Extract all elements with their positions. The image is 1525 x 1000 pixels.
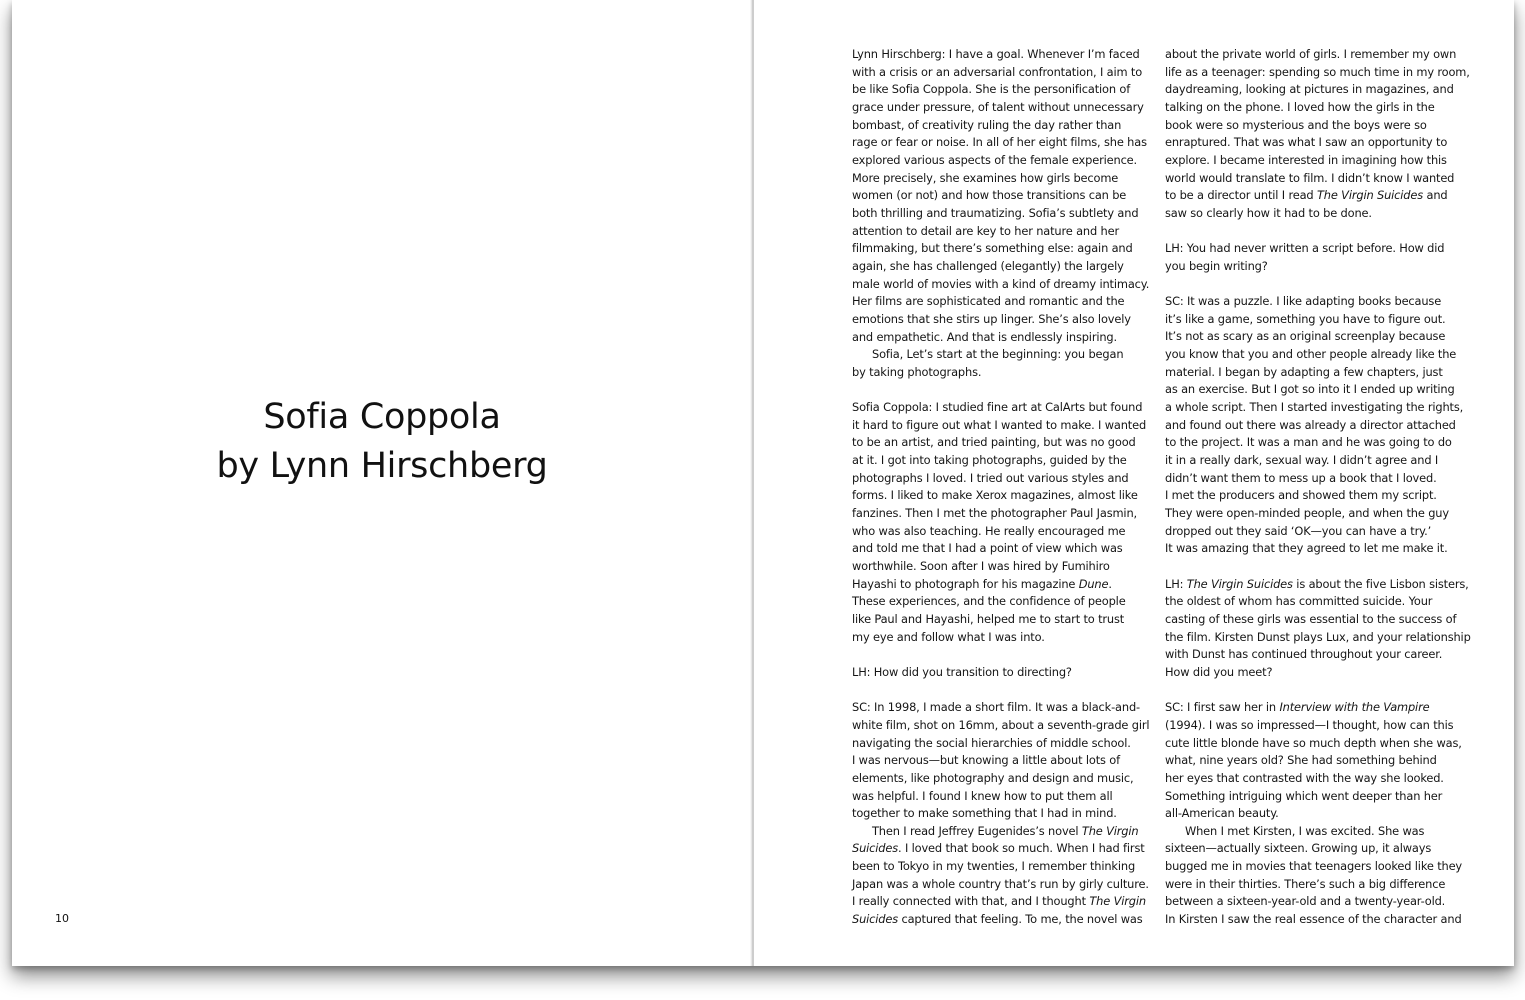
- text-column-right: [1165, 46, 1470, 929]
- novel-title: The Virgin: [1081, 823, 1139, 838]
- text-run: Then I read Jeffrey Eugenides’s novel: [872, 823, 1082, 838]
- title-line-byline: by Lynn Hirschberg: [216, 446, 548, 486]
- text-line: elements, like photography and design and music,: [852, 770, 1134, 785]
- text-line: between a sixteen-year-old and a twenty-year-old.: [1165, 894, 1446, 909]
- text-line: it in a really dark, sexual way. I didn’t agree and I: [1165, 453, 1439, 468]
- text-line: what, nine years old? She had something behind: [1165, 753, 1437, 768]
- text-column-left: [852, 46, 1152, 929]
- text-line: More precisely, she examines how girls become: [852, 170, 1119, 185]
- text-line: explored various aspects of the female experience.: [852, 152, 1138, 167]
- text-line: It was amazing that they agreed to let me make it.: [1165, 541, 1448, 556]
- page-number: 10: [55, 912, 69, 925]
- novel-title: Suicides: [852, 912, 899, 927]
- text-line: and empathetic. And that is endlessly inspiring.: [852, 329, 1117, 344]
- text-line: sixteen—actually sixteen. Growing up, it always: [1165, 841, 1432, 856]
- text-line: LH: You had never written a script before. How did: [1165, 241, 1445, 256]
- article-title: [12, 393, 752, 491]
- text-line: enraptured. That was what I saw an opportunity to: [1165, 135, 1448, 150]
- text-run: is about the five Lisbon sisters,: [1292, 576, 1469, 591]
- text-line: filmmaking, but there’s something else: again and: [852, 241, 1133, 256]
- text-line: I met the producers and showed them my script.: [1165, 488, 1437, 503]
- text-line: [1165, 576, 1470, 594]
- novel-title: The Virgin Suicides: [1186, 576, 1293, 591]
- text-line: explore. I became interested in imagining how this: [1165, 152, 1447, 167]
- text-line: photographs I loved. I tried out various styles and: [852, 470, 1129, 485]
- text-line: by taking photographs.: [852, 364, 982, 379]
- novel-title: The Virgin Suicides: [1316, 188, 1424, 203]
- text-line: been to Tokyo in my twenties, I remember thinking: [852, 859, 1136, 874]
- paragraph-question-directing: [852, 664, 1152, 682]
- text-line: with Dunst has continued throughout your career.: [1165, 647, 1443, 662]
- text-line: They were open-minded people, and when the guy: [1165, 506, 1449, 521]
- text-line: Japan was a whole country that’s run by girly culture.: [852, 876, 1149, 891]
- text-line: to the project. It was a man and he was going to do: [1165, 435, 1452, 450]
- text-line: were in their thirties. There’s such a big difference: [1165, 876, 1446, 891]
- text-run: to be a director until I read: [1165, 188, 1317, 203]
- text-line: forms. I liked to make Xerox magazines, almost like: [852, 488, 1138, 503]
- paragraph-private-world: [1165, 46, 1470, 223]
- text-line: (1994). I was so impressed—I thought, how can this: [1165, 717, 1454, 732]
- text-line: grace under pressure, of talent without unnecessary: [852, 99, 1144, 114]
- text-run: SC: I first saw her in: [1165, 700, 1280, 715]
- text-line: women (or not) and how those transitions can be: [852, 188, 1127, 203]
- right-page: [754, 0, 1514, 966]
- text-line: SC: In 1998, I made a short film. It was a black-and-: [852, 700, 1140, 715]
- text-line: you begin writing?: [1165, 258, 1268, 273]
- text-line: as an exercise. But I got so into it I ended up writing: [1165, 382, 1455, 397]
- text-line: bombast, of creativity ruling the day rather than: [852, 117, 1122, 132]
- text-line: who was also teaching. He really encouraged me: [852, 523, 1126, 538]
- text-line: with a crisis or an adversarial confrontation, I aim to: [852, 64, 1143, 79]
- book-spread: [12, 0, 1514, 966]
- text-line: navigating the social hierarchies of middle school.: [852, 735, 1131, 750]
- text-line: white film, shot on 16mm, about a seventh-grade girl: [852, 717, 1150, 732]
- left-page: [12, 0, 752, 966]
- text-line: Sofia Coppola: I studied fine art at CalArts but found: [852, 400, 1143, 415]
- text-line: talking on the phone. I loved how the girls in the: [1165, 99, 1435, 114]
- text-line: Lynn Hirschberg: I have a goal. Whenever I’m faced: [852, 47, 1140, 61]
- text-line: all-American beauty.: [1165, 806, 1279, 821]
- text-run: and: [1423, 188, 1448, 203]
- paragraph-intro: [852, 46, 1152, 381]
- paragraph-answer-kirsten: [1165, 699, 1470, 929]
- text-line: world would translate to film. I didn’t know I wanted: [1165, 170, 1455, 185]
- text-run: captured that feeling. To me, the novel was: [898, 912, 1143, 927]
- text-line: When I met Kirsten, I was excited. She was: [1185, 823, 1425, 838]
- text-line: the film. Kirsten Dunst plays Lux, and your relationship: [1165, 629, 1471, 644]
- text-line: daydreaming, looking at pictures in magazines, and: [1165, 82, 1454, 97]
- text-line: my eye and follow what I was into.: [852, 629, 1045, 644]
- text-line: emotions that she stirs up linger. She’s also lovely: [852, 311, 1131, 326]
- text-line: material. I began by adapting a few chapters, just: [1165, 364, 1443, 379]
- text-line: again, she has challenged (elegantly) the largely: [852, 258, 1124, 273]
- text-run: .: [1108, 576, 1112, 591]
- paragraph-answer-photography: [852, 399, 1152, 646]
- text-line: male world of movies with a kind of dreamy intimacy.: [852, 276, 1150, 291]
- text-line: like Paul and Hayashi, helped me to start to trust: [852, 611, 1125, 626]
- text-run: LH:: [1165, 576, 1187, 591]
- text-line: [852, 576, 1152, 594]
- novel-title: Suicides: [852, 841, 899, 856]
- text-line: [1165, 699, 1470, 717]
- text-line: [852, 911, 1152, 929]
- text-line: casting of these girls was essential to the success of: [1165, 611, 1457, 626]
- text-line: book were so mysterious and the boys were so: [1165, 117, 1427, 132]
- film-title: Interview with the Vampire: [1279, 700, 1430, 715]
- text-line: In Kirsten I saw the real essence of the character and: [1165, 912, 1462, 927]
- text-run: Hayashi to photograph for his magazine: [852, 576, 1079, 591]
- text-line: at it. I got into taking photographs, guided by the: [852, 453, 1127, 468]
- text-line: didn’t want them to mess up a book that I loved.: [1165, 470, 1437, 485]
- text-line: and told me that I had a point of view which was: [852, 541, 1123, 556]
- text-line: about the private world of girls. I remember my own: [1165, 47, 1457, 61]
- paragraph-question-casting: [1165, 576, 1470, 682]
- text-line: her eyes that contrasted with the way she looked.: [1165, 770, 1444, 785]
- text-line: [852, 840, 1152, 858]
- text-line: it’s like a game, something you have to figure out.: [1165, 311, 1446, 326]
- text-run: . I loved that book so much. When I had first: [898, 841, 1145, 856]
- text-line: Her films are sophisticated and romantic and the: [852, 294, 1125, 309]
- text-line: How did you meet?: [1165, 664, 1273, 679]
- text-line: you know that you and other people already like the: [1165, 347, 1457, 362]
- paragraph-answer-puzzle: [1165, 293, 1470, 558]
- text-line: and found out there was already a director attached: [1165, 417, 1456, 432]
- text-line: LH: How did you transition to directing?: [852, 664, 1072, 679]
- text-line: Sofia, Let’s start at the beginning: you began: [872, 347, 1124, 362]
- text-line: worthwhile. Soon after I was hired by Fumihiro: [852, 559, 1110, 574]
- text-line: cute little blonde have so much depth when she was,: [1165, 735, 1462, 750]
- text-line: the oldest of whom has committed suicide. Your: [1165, 594, 1433, 609]
- text-line: was helpful. I found I knew how to put them all: [852, 788, 1113, 803]
- text-line: It’s not as scary as an original screenplay because: [1165, 329, 1446, 344]
- text-line: a whole script. Then I started investigating the rights,: [1165, 400, 1464, 415]
- paragraph-question-script: [1165, 240, 1470, 275]
- text-line: SC: It was a puzzle. I like adapting books because: [1165, 294, 1442, 309]
- text-run: I really connected with that, and I thought: [852, 894, 1090, 909]
- text-line: both thrilling and traumatizing. Sofia’s subtlety and: [852, 205, 1139, 220]
- text-line: [852, 893, 1152, 911]
- text-line: saw so clearly how it had to be done.: [1165, 205, 1372, 220]
- text-line: life as a teenager: spending so much time in my room,: [1165, 64, 1470, 79]
- novel-title: The Virgin: [1089, 894, 1146, 909]
- text-line: it hard to figure out what I wanted to make. I wanted: [852, 417, 1147, 432]
- text-line: bugged me in movies that teenagers looked like they: [1165, 859, 1463, 874]
- text-line: These experiences, and the confidence of people: [852, 594, 1126, 609]
- text-line: fanzines. Then I met the photographer Paul Jasmin,: [852, 506, 1137, 521]
- text-line: Something intriguing which went deeper than her: [1165, 788, 1443, 803]
- text-line: I was nervous—but knowing a little about lots of: [852, 753, 1120, 768]
- title-line-subject: Sofia Coppola: [263, 397, 501, 437]
- text-line: [852, 823, 1152, 841]
- text-line: [1165, 187, 1470, 205]
- text-line: rage or fear or noise. In all of her eight films, she has: [852, 135, 1147, 150]
- text-line: be like Sofia Coppola. She is the personification of: [852, 82, 1131, 97]
- paragraph-answer-short-film: [852, 699, 1152, 929]
- text-line: dropped out they said ‘OK—you can have a try.’: [1165, 523, 1432, 538]
- text-line: to be an artist, and tried painting, but was no good: [852, 435, 1136, 450]
- magazine-title: Dune: [1078, 576, 1109, 591]
- text-line: together to make something that I had in mind.: [852, 806, 1117, 821]
- text-line: attention to detail are key to her nature and her: [852, 223, 1120, 238]
